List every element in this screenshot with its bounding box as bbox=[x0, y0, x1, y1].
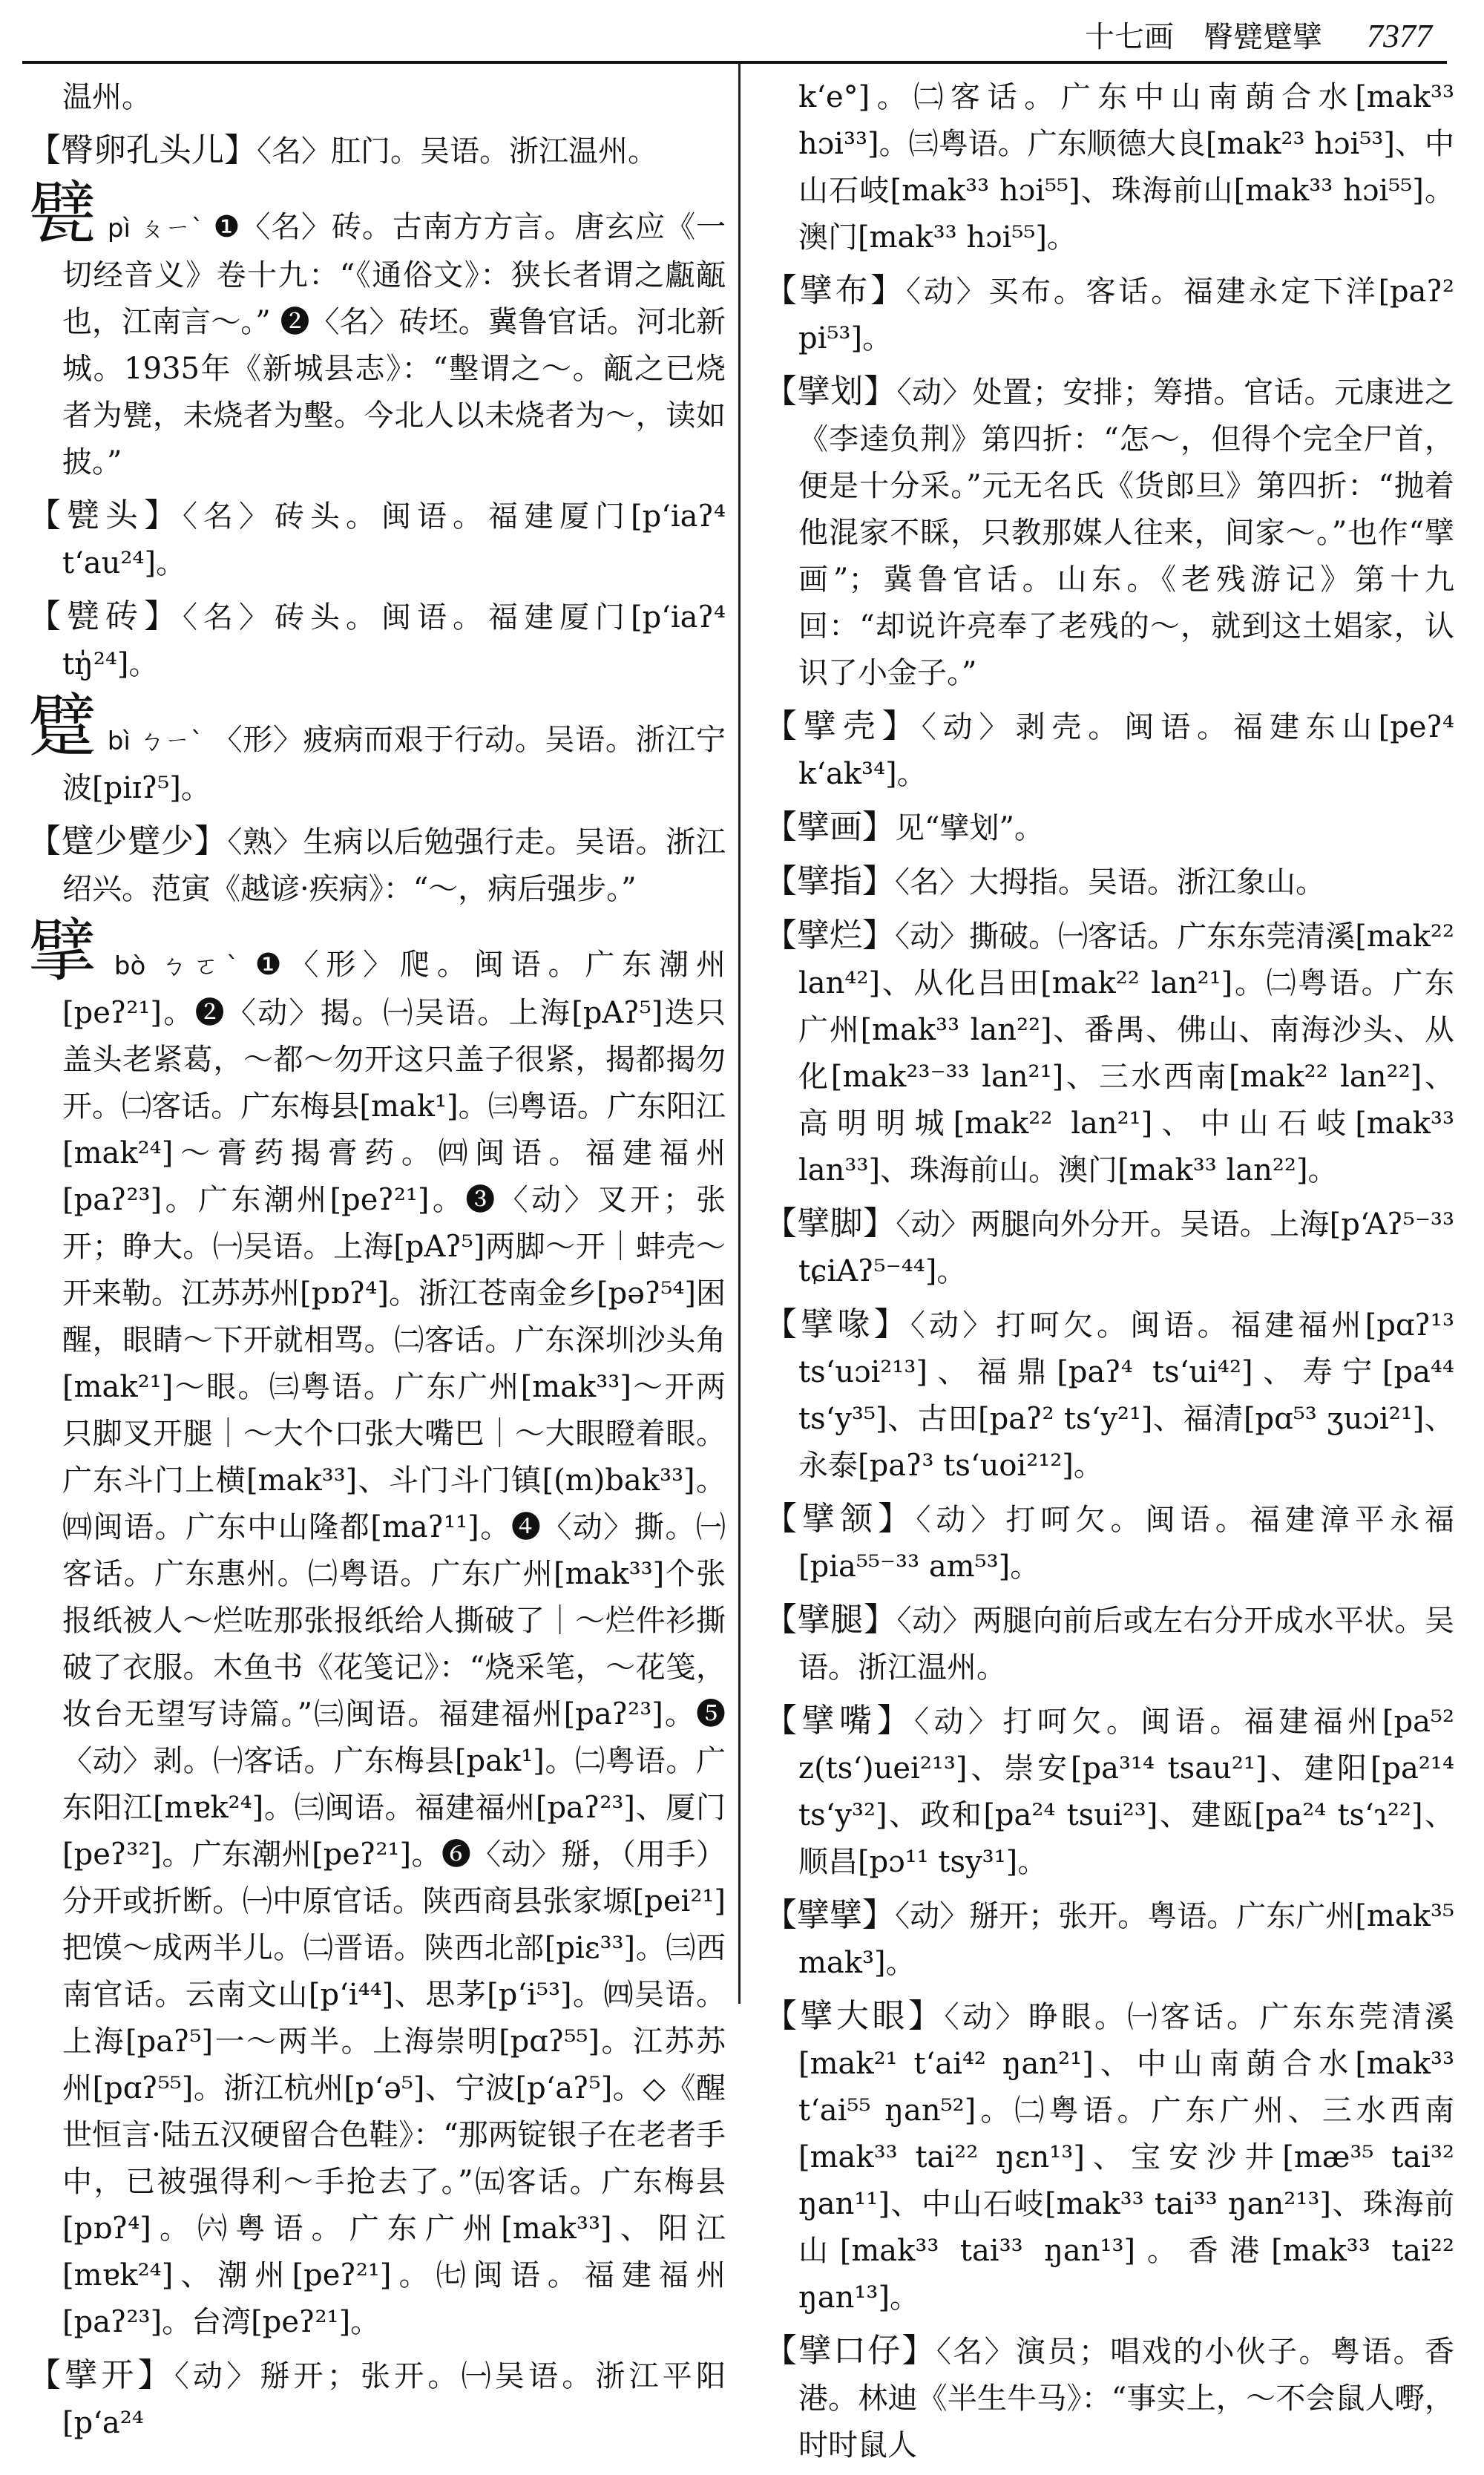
phrase-entry bbox=[28, 127, 726, 175]
phrase-entry bbox=[764, 267, 1454, 362]
continued-entry bbox=[28, 74, 726, 121]
phrase-entry bbox=[764, 2327, 1454, 2469]
entry-definition: 〈动〉撕破。㈠客话。广东东莞清溪[mak²² lan⁴²]、从化吕田[mak²² lan²¹]。㈡粤语。广东广州[mak³³ lan²²]、番禺、佛山、南海沙头、从化[mak²³⁻³³ lan²¹]、三水西南[mak²² lan²²]、高明明城[mak²² lan²¹]、中山石岐[mak³³ lan³³]、珠海前山。澳门[mak³³ lan²²]。 bbox=[798, 919, 1454, 1187]
phrase-entry bbox=[764, 912, 1454, 1194]
entry-definition: 〈名〉砖头。闽语。福建厦门[pʻiaʔ⁴ tŋ̍²⁴]。 bbox=[62, 600, 726, 681]
entry-headword: 【躄少躄少】 bbox=[28, 822, 228, 860]
headword-entry bbox=[28, 686, 726, 812]
headword-entry bbox=[28, 911, 726, 2346]
entry-definition: 〈动〉打呵欠。闽语。福建福州[pa⁵² z(tsʻ)uei²¹³]、崇安[pa³¹⁴ tsau²¹]、建阳[pa²¹⁴ tsʻy³²]、政和[pa²⁴ tsui²³]、建瓯[pa²⁴ tsʻɿ²²]、顺昌[pɔ¹¹ tsy³¹]。 bbox=[798, 1705, 1454, 1879]
entry-headword: 【擘划】 bbox=[764, 373, 897, 410]
stroke-section: 十七画 bbox=[1085, 20, 1174, 54]
phrase-entry bbox=[28, 818, 726, 913]
entry-definition: 〈动〉打呵欠。闽语。福建福州[pɑʔ¹³ tsʻuɔi²¹³]、福鼎[paʔ⁴ tsʻui⁴²]、寿宁[pa⁴⁴ tsʻy³⁵]、古田[paʔ² tsʻy²¹]、福清[pɑ⁵³ ʒuɔi²¹]、永泰[paʔ³ tsʻuoi²¹²]。 bbox=[798, 1308, 1454, 1483]
entry-definition: 见“擘划”。 bbox=[895, 811, 1044, 845]
entry-headword: 【臀卵孔头儿】 bbox=[28, 131, 257, 169]
header-rule bbox=[22, 61, 1447, 64]
entry-headword: 【擘壳】 bbox=[764, 707, 922, 745]
headword-character: 擘 bbox=[28, 911, 104, 991]
entry-headword: 【擘嘴】 bbox=[764, 1702, 914, 1740]
right-column bbox=[764, 74, 1454, 2475]
entry-definition: 〈动〉两腿向外分开。吴语。上海[pʻAʔ⁵⁻³³ tɕiAʔ⁵⁻⁴⁴]。 bbox=[798, 1207, 1455, 1288]
entry-definition: 〈动〉打呵欠。闽语。福建漳平永福[pia⁵⁵⁻³³ am⁵³]。 bbox=[798, 1503, 1455, 1584]
pronunciation: bò ㄅㄛˋ bbox=[114, 951, 246, 981]
phrase-entry bbox=[28, 2352, 726, 2447]
headword-entry bbox=[28, 174, 726, 486]
entry-definition: 〈动〉买布。客话。福建永定下洋[paʔ² pi⁵³]。 bbox=[798, 275, 1454, 355]
entry-headword: 【擘大眼】 bbox=[764, 1997, 945, 2035]
entry-definition: 〈熟〉生病以后勉强行走。吴语。浙江绍兴。范寅《越谚·疾病》：“～，病后强步。” bbox=[62, 825, 726, 906]
phrase-entry bbox=[764, 1697, 1454, 1886]
left-column bbox=[28, 74, 726, 2453]
phrase-entry bbox=[764, 703, 1454, 798]
entry-headword: 【擘开】 bbox=[28, 2356, 174, 2394]
pronunciation: pì ㄆㄧˋ bbox=[107, 214, 205, 243]
entry-definition: ❶〈名〉砖。古南方方言。唐玄应《一切经音义》卷十九：“《通俗文》：狭长者谓之甗甋也，江南言～。” ❷〈名〉砖坯。冀鲁官话。河北新城。1935年《新城县志》：“墼谓之～。甋之已烧者为甓，未烧者为墼。今北人以未烧者为～，读如披。” bbox=[62, 210, 726, 479]
entry-definition: ❶〈形〉爬。闽语。广东潮州[peʔ²¹]。❷〈动〉揭。㈠吴语。上海[pAʔ⁵]迭只盖头老紧葛，～都～勿开这只盖子很紧，揭都揭勿开。㈡客话。广东梅县[mak¹]。㈢粤语。广东阳江[mak²⁴]～膏药揭膏药。㈣闽语。福建福州[paʔ²³]。广东潮州[peʔ²¹]。❸〈动〉叉开；张开；睁大。㈠吴语。上海[pAʔ⁵]两脚～开｜蚌壳～开来勒。江苏苏州[pɒʔ⁴]。浙江苍南金乡[pəʔ⁵⁴]困醒，眼睛～下开就相骂。㈡客话。广东深圳沙头角[mak²¹]～眼。㈢粤语。广东广州[mak³³]～开两只脚叉开腿｜～大个口张大嘴巴｜～大眼瞪着眼。广东斗门上横[mak³³]、斗门斗门镇[(m)bak³³]。㈣闽语。广东中山隆都[maʔ¹¹]。❹〈动〉撕。㈠客话。广东惠州。㈡粤语。广东广州[mak³³]个张报纸被人～烂咗那张报纸给人撕破了｜～烂件衫撕破了衣服。木鱼书《花笺记》：“烧采笔，～花笺，妆台无望写诗篇。”㈢闽语。福建福州[paʔ²³]。❺〈动〉剥。㈠客话。广东梅县[pak¹]。㈡粤语。广东阳江[mɐk²⁴]。㈢闽语。福建福州[paʔ²³]、厦门[peʔ³²]。广东潮州[peʔ²¹]。❻〈动〉掰，（用手）分开或折断。㈠中原官话。陕西商县张家塬[pei²¹]把馍～成两半儿。㈡晋语。陕西北部[piɛ³³]。㈢西南官话。云南文山[pʻi⁴⁴]、思茅[pʻi⁵³]。㈣吴语。上海[paʔ⁵]一～两半。上海崇明[pɑʔ⁵⁵]。江苏苏州[pɑʔ⁵⁵]。浙江杭州[pʻə⁵]、宁波[pʻaʔ⁵]。◇《醒世恒言·陆五汉硬留合色鞋》：“那两锭银子在老者手中，已被强得利～手抢去了。”㈤客话。广东梅县[pɒʔ⁴]。㈥粤语。广东广州[mak³³]、阳江[mɐk²⁴]、潮州[peʔ²¹]。㈦闽语。福建福州[paʔ²³]。台湾[peʔ²¹]。 bbox=[62, 948, 726, 2339]
phrase-entry bbox=[764, 858, 1454, 906]
entry-headword: 【擘颔】 bbox=[764, 1500, 916, 1538]
phrase-entry bbox=[764, 1301, 1454, 1489]
entry-headword: 【擘擘】 bbox=[764, 1896, 896, 1934]
phrase-entry bbox=[764, 1200, 1454, 1295]
phrase-entry bbox=[764, 1596, 1454, 1691]
entry-headword: 【擘腿】 bbox=[764, 1601, 897, 1639]
phrase-entry bbox=[764, 1495, 1454, 1590]
entry-definition: 温州。 bbox=[62, 80, 151, 114]
entry-definition: 〈动〉剥壳。闽语。福建东山[peʔ⁴ kʻak³⁴]。 bbox=[798, 710, 1454, 791]
entry-definition: 〈动〉掰开；张开。㈠吴语。浙江平阳[pʻa²⁴ bbox=[62, 2359, 726, 2440]
phrase-entry bbox=[764, 804, 1454, 852]
phrase-entry bbox=[764, 1892, 1454, 1987]
entry-definition: 〈名〉演员；唱戏的小伙子。粤语。香港。林迪《半生牛马》：“事实上，～不会鼠人嘢，时时鼠人 bbox=[798, 2335, 1455, 2462]
entry-headword: 【擘喙】 bbox=[764, 1305, 910, 1343]
header-characters: 臀甓躄擘 bbox=[1204, 20, 1322, 54]
entry-headword: 【擘脚】 bbox=[764, 1204, 896, 1242]
entry-definition: 〈名〉砖头。闽语。福建厦门[pʻiaʔ⁴ tʻau²⁴]。 bbox=[62, 499, 726, 580]
entry-headword: 【擘布】 bbox=[764, 272, 907, 309]
entry-definition: kʻe°]。㈡客话。广东中山南蓢合水[mak³³ hɔi³³]。㈢粤语。广东顺德大良[mak²³ hɔi⁵³]、中山石岐[mak³³ hɔi⁵⁵]、珠海前山[mak³³ hɔi⁵⁵]。澳门[mak³³ hɔi⁵⁵]。 bbox=[798, 80, 1454, 255]
phrase-entry bbox=[28, 593, 726, 688]
running-header bbox=[1085, 13, 1432, 58]
entry-headword: 【甓头】 bbox=[28, 496, 183, 534]
entry-definition: 〈名〉大拇指。吴语。浙江象山。 bbox=[895, 865, 1325, 899]
pronunciation: bì ㄅㄧˋ bbox=[107, 727, 204, 756]
entry-headword: 【擘画】 bbox=[764, 808, 895, 846]
headword-character: 躄 bbox=[28, 686, 97, 766]
page-number: 7377 bbox=[1367, 18, 1432, 54]
headword-character: 甓 bbox=[28, 174, 97, 253]
column-divider bbox=[738, 64, 741, 2004]
entry-headword: 【擘指】 bbox=[764, 862, 895, 900]
entry-definition: 〈动〉睁眼。㈠客话。广东东莞清溪[mak²¹ tʻai⁴² ŋan²¹]、中山南蓢合水[mak³³ tʻai⁵⁵ ŋan⁵²]。㈡粤语。广东广州、三水西南[mak³³ tai²² ŋɛn¹³]、宝安沙井[mæ³⁵ tai³² ŋan¹¹]、中山石岐[mak³³ tai³³ ŋan²¹³]、珠海前山[mak³³ tai³³ ŋan¹³]。香港[mak³³ tai²² ŋan¹³]。 bbox=[798, 2000, 1454, 2315]
entry-headword: 【擘烂】 bbox=[764, 917, 896, 954]
entry-definition: 〈动〉处置；安排；筹措。官话。元康进之《李逵负荆》第四折：“怎～，但得个完全尸首，便是十分采。”元无名氏《货郎旦》第四折：“抛着他混家不睬，只教那媒人往来，间家～。”也作“擘画”；冀鲁官话。山东。《老残游记》第十九回：“却说许亮奉了老残的～，就到这土娼家，认识了小金子。” bbox=[798, 376, 1455, 690]
entry-headword: 【擘口仔】 bbox=[764, 2332, 936, 2370]
continued-entry bbox=[764, 74, 1454, 261]
phrase-entry bbox=[764, 368, 1454, 697]
phrase-entry bbox=[764, 1993, 1454, 2321]
entry-definition: 〈名〉肛门。吴语。浙江温州。 bbox=[257, 134, 657, 168]
entry-definition: 〈动〉掰开；张开。粤语。广东广州[mak³⁵ mak³]。 bbox=[798, 1899, 1454, 1980]
phrase-entry bbox=[28, 492, 726, 587]
entry-headword: 【甓砖】 bbox=[28, 597, 183, 635]
entry-definition: 〈形〉疲病而艰于行动。吴语。浙江宁波[piɪʔ⁵]。 bbox=[62, 723, 726, 805]
entry-definition: 〈动〉两腿向前后或左右分开成水平状。吴语。浙江温州。 bbox=[798, 1604, 1455, 1685]
